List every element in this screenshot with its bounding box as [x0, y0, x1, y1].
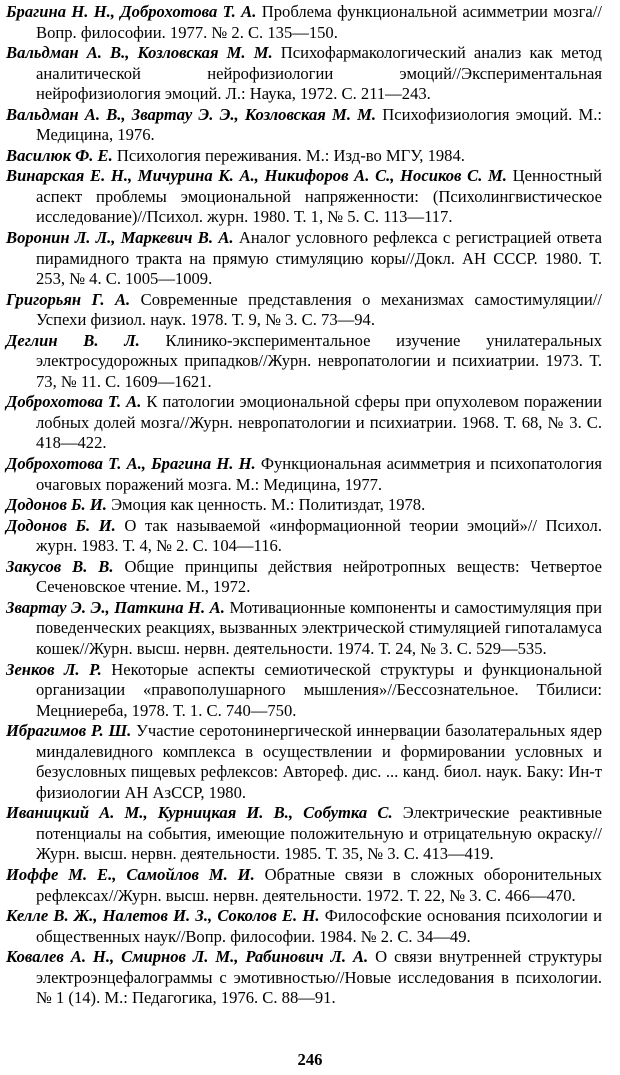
reference-text: Аналог условного рефлекса с регистрацией ответа пирамидного тракта на прямую стимуляцию коры//Докл. АН СССР. 1980. Т. 253, № 4. С. 1005—1009. [36, 228, 603, 289]
reference-authors: Додонов Б. И. [6, 515, 116, 535]
reference-text: Современные представления о механизмах самостимуляции//Успехи физиол. наук. 1978. Т. 9, № 3. С. 73—94. [36, 289, 602, 330]
reference-entry [6, 146, 602, 167]
reference-text: Проблема функциональной асимметрии мозга//Вопр. философии. 1977. № 2. С. 135—150. [36, 2, 602, 42]
reference-authors: Закусов В. В. [6, 556, 114, 576]
reference-text: Общие принципы действия нейротропных веществ: Четвертое Сеченовское чтение. М., 1972. [36, 556, 602, 597]
reference-text: Эмоция как ценность. М.: Политиздат, 1978. [111, 495, 426, 515]
reference-entry [6, 947, 602, 1009]
reference-authors: Григорьян Г. А. [6, 289, 131, 309]
reference-authors: Звартау Э. Э., Паткина Н. А. [6, 597, 225, 617]
reference-text: Клинико-экспериментальное изучение унилатеральных электросудорожных припадков//Журн. невропатологии и психиатрии. 1973. Т. 73, № 11. С. 1609—1621. [36, 330, 603, 391]
reference-text: Некоторые аспекты семиотической структуры и функциональной организации «правополушарного мышления»//Бессознательное. Тбилиси: Мецниереба, 1978. Т. 1. С. 740—750. [36, 659, 602, 720]
reference-entry [6, 721, 602, 803]
reference-entry [6, 454, 602, 495]
reference-authors: Василюк Ф. Е. [6, 145, 113, 165]
reference-text: Электрические реактивные потенциалы на события, имеющие положительную и отрицательную окраску//Журн. высш. нервн. деятельности. 1985. Т. 35, № 3. С. 413—419. [36, 803, 602, 864]
reference-entry [6, 660, 602, 722]
reference-text: Психология переживания. М.: Изд-во МГУ, 1984. [116, 145, 465, 165]
reference-authors: Доброхотова Т. А., Брагина Н. Н. [6, 454, 256, 474]
reference-entry [6, 166, 602, 228]
reference-entry [6, 865, 602, 906]
reference-entry [6, 906, 602, 947]
reference-authors: Вальдман А. В., Звартау Э. Э., Козловская М. М. [6, 104, 377, 124]
reference-text: Психофизиология эмоций. М.: Медицина, 1976. [36, 104, 602, 145]
reference-text: О так называемой «информационной теории эмоций»// Психол. журн. 1983. Т. 4, № 2. С. 104—116. [36, 515, 602, 556]
reference-authors: Вальдман А. В., Козловская М. М. [6, 43, 273, 63]
reference-authors: Деглин В. Л. [6, 330, 140, 350]
reference-entry [6, 392, 602, 454]
reference-authors: Брагина Н. Н., Доброхотова Т. А. [6, 2, 257, 21]
reference-list [6, 2, 602, 1009]
reference-text: Психофармакологический анализ как метод аналитической нейрофизиологии эмоций//Экспериментальная нейрофизиология эмоций. Л.: Наука, 1972. С. 211—243. [36, 43, 602, 104]
reference-entry [6, 516, 602, 557]
reference-text: Философские основания психологии и общественных наук//Вопр. философии. 1984. № 2. С. 34—49. [36, 906, 602, 946]
reference-text: Мотивационные компоненты и самостимуляция при поведенческих реакциях, вызванных электрической стимуляцией гипоталамуса кошек//Журн. высш. нервн. деятельности. 1974. Т. 24, № 3. С. 529—535. [36, 597, 602, 658]
reference-entry [6, 290, 602, 331]
reference-authors: Воронин Л. Л., Маркевич В. А. [6, 228, 234, 248]
reference-text: Функциональная асимметрия и психопатология очаговых поражений мозга. М.: Медицина, 1977. [36, 454, 602, 494]
reference-text: К патологии эмоциональной сферы при опухолевом поражении лобных долей мозга//Журн. невропатологии и психиатрии. 1968. Т. 68, № 3. С. 418—422. [36, 392, 602, 453]
reference-text: Участие серотонинергической иннервации базолатеральных ядер миндалевидного комплекса в осуществлении и формировании условных и безусловных пищевых рефлексов: Автореф. дис. ... канд. биол. наук. Баку: Ин-т физиологии АН АзССР, 1980. [36, 721, 602, 802]
reference-text: Обратные связи в сложных оборонительных рефлексах//Журн. высш. нервн. деятельности. 1972. Т. 22, № 3. С. 466—470. [36, 864, 602, 905]
reference-entry [6, 598, 602, 660]
reference-entry [6, 495, 602, 516]
reference-entry [6, 43, 602, 105]
reference-entry [6, 2, 602, 43]
reference-entry [6, 557, 602, 598]
reference-authors: Доброхотова Т. А. [6, 392, 142, 412]
reference-entry [6, 803, 602, 865]
reference-authors: Зенков Л. Р. [6, 659, 102, 679]
reference-text: Ценностный аспект проблемы эмоциональной напряженности: (Психолингвистическое исследование)//Психол. журн. 1980. Т. 1, № 5. С. 113—117. [36, 166, 602, 227]
reference-entry [6, 228, 602, 290]
reference-entry [6, 331, 602, 393]
reference-authors: Додонов Б. И. [6, 495, 107, 515]
page-number: 246 [297, 1050, 323, 1070]
reference-authors: Иоффе М. Е., Самойлов М. И. [6, 864, 255, 884]
reference-entry [6, 105, 602, 146]
reference-authors: Ковалев А. Н., Смирнов Л. М., Рабинович Л. А. [6, 947, 369, 967]
reference-authors: Винарская Е. Н., Мичурина К. А., Никифоров А. С., Носиков С. М. [6, 166, 507, 186]
reference-text: О связи внутренней структуры электроэнцефалограммы с эмотивностью//Новые исследования в психологии. № 1 (14). М.: Педагогика, 1976. С. 88—91. [36, 947, 602, 1008]
reference-authors: Келле В. Ж., Налетов И. З., Соколов Е. Н. [6, 906, 320, 926]
reference-authors: Ибрагимов Р. Ш. [6, 721, 132, 741]
reference-authors: Иваницкий А. М., Курницкая И. В., Собутка С. [6, 803, 393, 823]
